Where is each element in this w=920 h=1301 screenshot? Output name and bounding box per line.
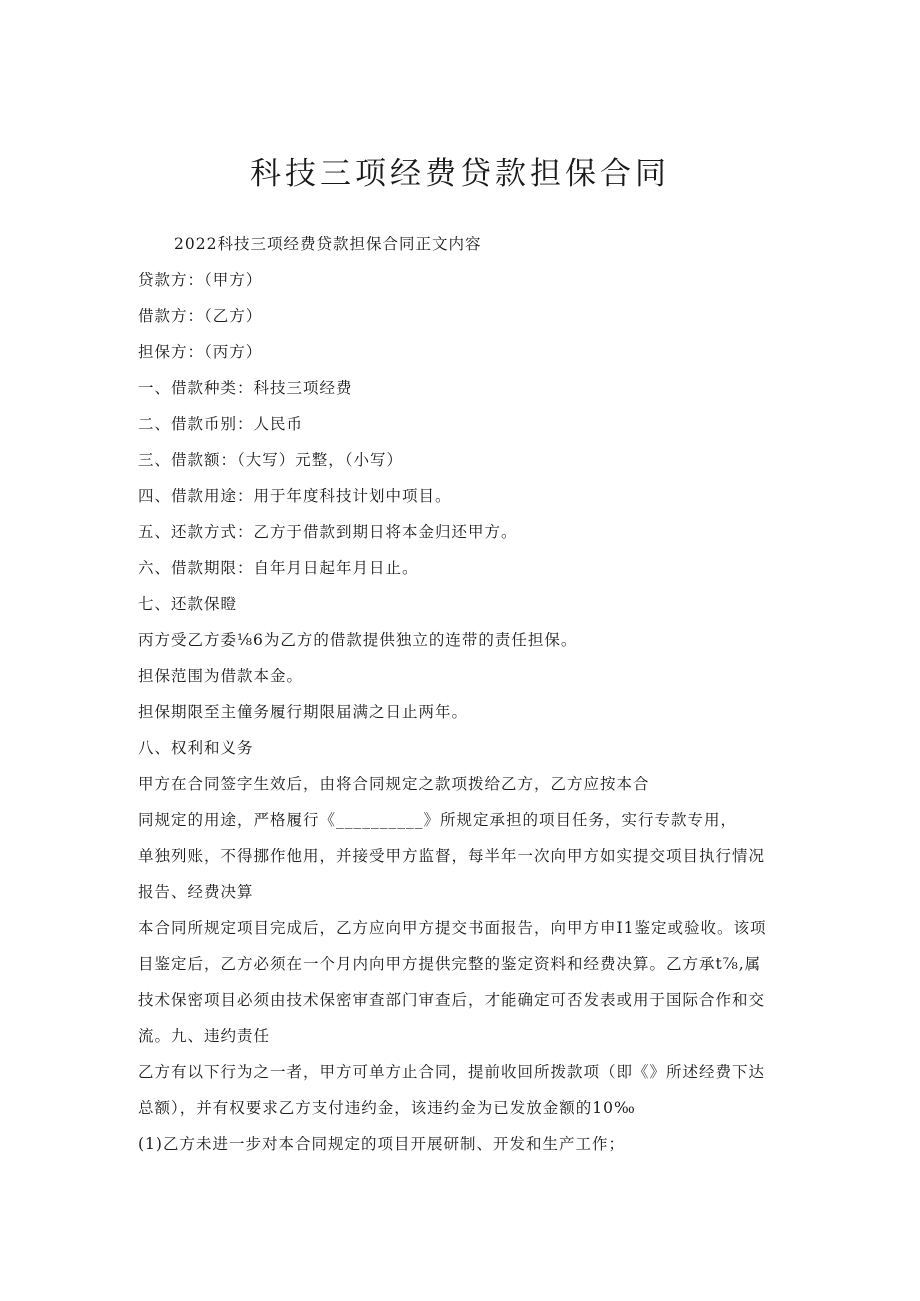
term-line: 六、借款期限：自年月日起年月日止。	[138, 559, 419, 577]
paragraph-line: 本合同所规定项目完成后，乙方应向甲方提交书面报告，向甲方申I1鉴定或验收。该项	[138, 919, 767, 937]
subtitle-line: 2022科技三项经费贷款担保合同正文内容	[174, 235, 482, 253]
currency-line: 二、借款币别：人民币	[138, 415, 304, 433]
paragraph-line: 甲方在合同签字生效后，由将合同规定之款项拨给乙方，乙方应按本合	[138, 775, 650, 793]
paragraph-line: 技术保密项目必须由技术保密审查部门审查后，才能确定可否发表或用于国际合作和交	[138, 991, 766, 1009]
paragraph-line: 目鉴定后，乙方必须在一个月内向甲方提供完整的鉴定资料和经费决算。乙方承t⅞,属	[138, 955, 762, 973]
paragraph-line: 单独列账，不得挪作他用，并接受甲方监督，每半年一次向甲方如实提交项目执行情况	[138, 847, 766, 865]
amount-line: 三、借款额：（大写）元整，（小写）	[138, 451, 404, 469]
loan-type-line: 一、借款种类：科技三项经费	[138, 379, 353, 397]
section-eight-heading: 八、权利和义务	[138, 739, 254, 757]
paragraph-line: 乙方有以下行为之一者，甲方可单方止合同，提前收回所拨款项（即《》所述经费下达	[138, 1063, 766, 1081]
paragraph-line: (1)乙方未进一步对本合同规定的项目开展研制、开发和生产工作；	[138, 1135, 625, 1153]
section-seven-heading: 七、还款保瞪	[138, 595, 238, 613]
paragraph-line: 总额），并有权要求乙方支付违约金，该违约金为已发放金额的10‰	[138, 1099, 636, 1117]
document-body	[138, 226, 798, 1162]
paragraph-line: 报告、经费决算	[138, 883, 254, 901]
document-title: 科技三项经费贷款担保合同	[250, 156, 670, 192]
guarantor-line: 担保方：（丙方）	[138, 343, 263, 361]
paragraph-line: 同规定的用途，严格履行《__________》所规定承担的项目任务，实行专款专用，	[138, 811, 738, 829]
purpose-line: 四、借款用途：用于年度科技计划中项目。	[138, 487, 452, 505]
repayment-line: 五、还款方式：乙方于借款到期日将本金归还甲方。	[138, 523, 518, 541]
borrower-line: 借款方：（乙方）	[138, 307, 263, 325]
lender-line: 贷款方：（甲方）	[138, 271, 263, 289]
guarantee-period-line: 担保期限至主僮务履行期限届满之日止两年。	[138, 703, 469, 721]
paragraph-line: 流。九、违约责任	[138, 1027, 271, 1045]
guarantee-line: 丙方受乙方委⅛6为乙方的借款提供独立的连带的责任担保。	[138, 631, 578, 649]
scope-line: 担保范围为借款本金。	[138, 667, 304, 685]
